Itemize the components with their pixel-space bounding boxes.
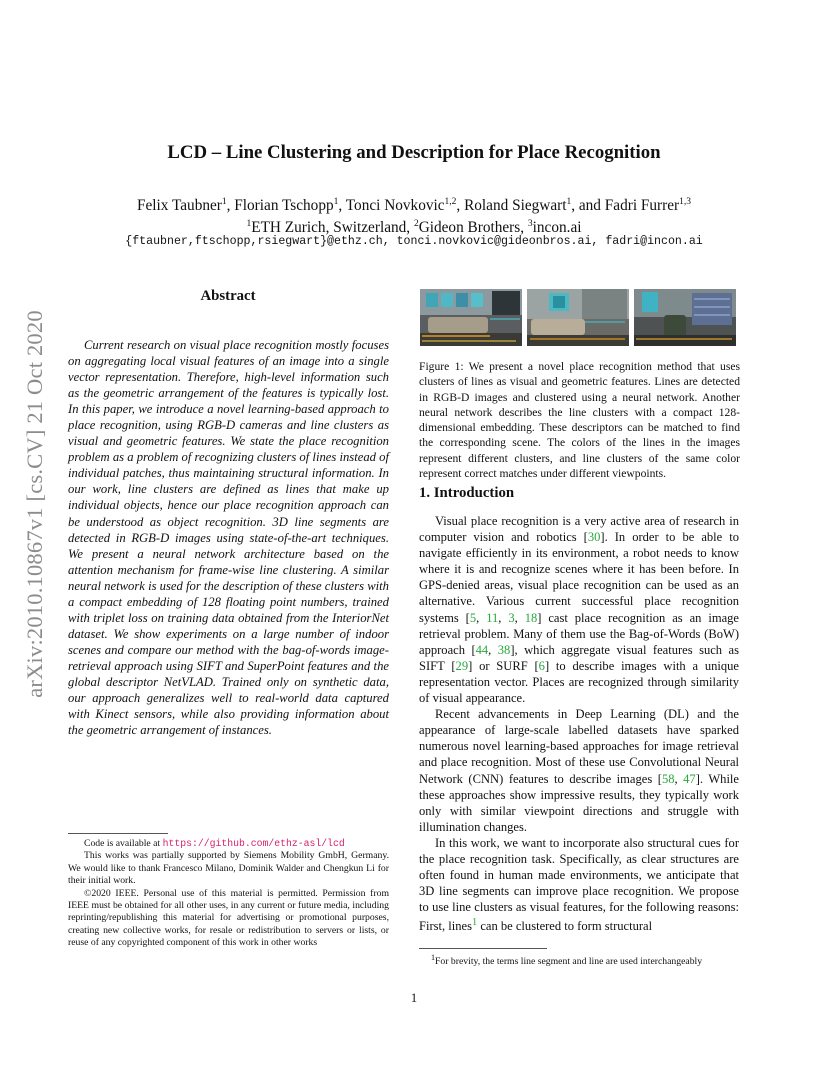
author-5: Fadri Furrer: [604, 197, 680, 215]
code-availability-note: Code is available at https://github.com/ethz-asl/lcd: [84, 838, 345, 849]
figure-1-caption: Figure 1: We present a novel place recognition method that uses clusters of lines as visual and geometric features. Lines are detected in RGB-D images and clustered using a neural network. Another neural network describes the line clusters with a compact 128-dimensional embedding. These descriptors can be matched to find the corresponding scene. The colors of the lines in the images represent different clusters, and line clusters of the same color represent correct matches under different viewpoints.: [419, 360, 740, 480]
figure-image-1: [420, 289, 522, 346]
citation-link[interactable]: 47: [683, 771, 696, 786]
author-4: Roland Siegwart: [464, 197, 567, 215]
author-block: Felix Taubner$^1$, Florian Tschopp$^1$, Tonci Novkovic$^{1,2}$, Roland Siegwart$^1$, and Fadri Furrer$^{1,3}$ $^1$ETH Zurich, Switzerland, $^2$Gideon Brothers, $^3$incon.ai: [136, 197, 691, 237]
citation-link[interactable]: 5: [469, 610, 477, 625]
abstract-text: Current research on visual place recognition mostly focuses on aggregating local visual features of an image into a single vector representation. Therefore, high-level information such as the geometric arrangement of the features is typically lost. In this paper, we introduce a novel learning-based approach to place recognition, using RGB-D cameras and line clusters as visual and geometric features. We state the place recognition problem as a problem of recognizing clusters of lines instead of individual patches, thus maintaining structural information. In our work, line clusters are defined as lines that make up individual objects, hence our place recognition approach can be understood as object recognition. 3D line segments are detected in RGB-D images using state-of-the-art techniques. We present a neural network architecture based on the attention mechanism for frame-wise line clustering. A similar neural network is used for the description of these clusters with a compact embedding of 128 floating point numbers, trained with triplet loss on training data obtained from the InteriorNet dataset. We show experiments on a large number of indoor scenes and compare our method with the bag-of-words image-retrieval approach using SIFT and SuperPoint features and the global descriptor NetVLAD. Trained only on synthetic data, our approach generalizes well to real-world data captured with Kinect sensors, while also providing information about the geometric arrangement of instances.: [68, 338, 389, 738]
figure-image-2: [527, 289, 629, 346]
citation-link[interactable]: 6: [538, 658, 545, 673]
citation-link[interactable]: 18: [524, 610, 538, 625]
citation-link[interactable]: 11: [486, 610, 499, 625]
affiliation-3: incon.ai: [532, 219, 582, 237]
paper-title: LCD – Line Clustering and Description for Place Recognition: [167, 142, 661, 163]
funding-note: This works was partially supported by Siemens Mobility GmbH, Germany. We would like to thank Francesco Milano, Dominik Walder and Chengkun Li for their initial work.: [68, 850, 389, 887]
citation-link[interactable]: 58: [661, 771, 675, 786]
page-number: 1: [410, 991, 418, 1005]
footnotes-left: [68, 838, 389, 950]
affiliation-2: Gideon Brothers,: [418, 219, 525, 237]
author-1: Felix Taubner: [136, 197, 222, 215]
intro-paragraph-2: Recent advancements in Deep Learning (DL) and the appearance of large-scale labelled datasets have sparked numerous novel learning-based approaches for image retrieval and place recognition. Most of these use Convolutional Neural Network (CNN) features to describe images [58, 47]. While these approaches show impressive results, they typically work only with similar viewpoint directions and struggle with illumination changes.: [419, 707, 739, 834]
code-link[interactable]: https://github.com/ethz-asl/lcd: [162, 838, 345, 849]
citation-link[interactable]: 3: [508, 610, 515, 625]
citation-link[interactable]: 29: [455, 658, 469, 673]
introduction-body: [419, 513, 739, 935]
figure-1-images: [420, 289, 738, 347]
arxiv-stamp-text: arXiv:2010.10867v1 [cs.CV] 21 Oct 2020: [22, 310, 47, 698]
citation-link[interactable]: 44: [475, 642, 489, 657]
affiliation-1: ETH Zurich, Switzerland,: [251, 219, 411, 237]
intro-paragraph-3: In this work, we want to incorporate also structural cues for the place recognition task. Specifically, as clear structures are often found in human made environments, we anticipate that 3D line segments can improve place recognition. We propose to use line clusters as visual features, for the following reasons: First, lines$^1$ can be clustered to form structural: [419, 835, 739, 934]
footnote-divider: [419, 948, 547, 949]
footnote-divider: [68, 833, 168, 834]
footnote-marker[interactable]: 1: [471, 917, 478, 929]
figure-image-3: [634, 289, 736, 346]
footnote-1: $^1$For brevity, the terms line segment and line are used interchangeably: [431, 953, 703, 968]
abstract-heading: Abstract: [200, 288, 256, 304]
arxiv-stamp: [10, 284, 60, 724]
citation-link[interactable]: 30: [587, 530, 601, 545]
author-3: Tonci Novkovic: [345, 197, 445, 215]
author-2: Florian Tschopp: [234, 197, 334, 215]
copyright-note: ©2020 IEEE. Personal use of this material is permitted. Permission from IEEE must be obtained for all other uses, in any current or future media, including reprinting/republishing this material for advertising or promotional purposes, creating new collective works, for resale or redistribution to servers or lists, or reuse of any copyrighted component of this work in other works: [68, 887, 389, 949]
citation-link[interactable]: 38: [497, 642, 511, 657]
author-emails: {ftaubner,ftschopp,rsiegwart}@ethz.ch, tonci.novkovic@gideonbros.ai, fadri@incon.ai: [125, 235, 703, 248]
intro-paragraph-1: Visual place recognition is a very active area of research in computer vision and robotics [30]. In order to be able to navigate efficiently in its environment, a robot needs to know where it is and recognize scenes where it has been before. In GPS-denied areas, visual place recognition can be used as an alternative. Various current successful place recognition systems [5, 11, 3, 18] cast place recognition as an image retrieval problem. Many of them use the Bag-of-Words (BoW) approach [44, 38], which aggregate visual features such as SIFT [29] or SURF [6] to describe images with a unique representation vector. Places are recognized through similarity of visual appearance.: [419, 514, 740, 706]
section-heading-introduction: 1. Introduction: [419, 485, 515, 501]
